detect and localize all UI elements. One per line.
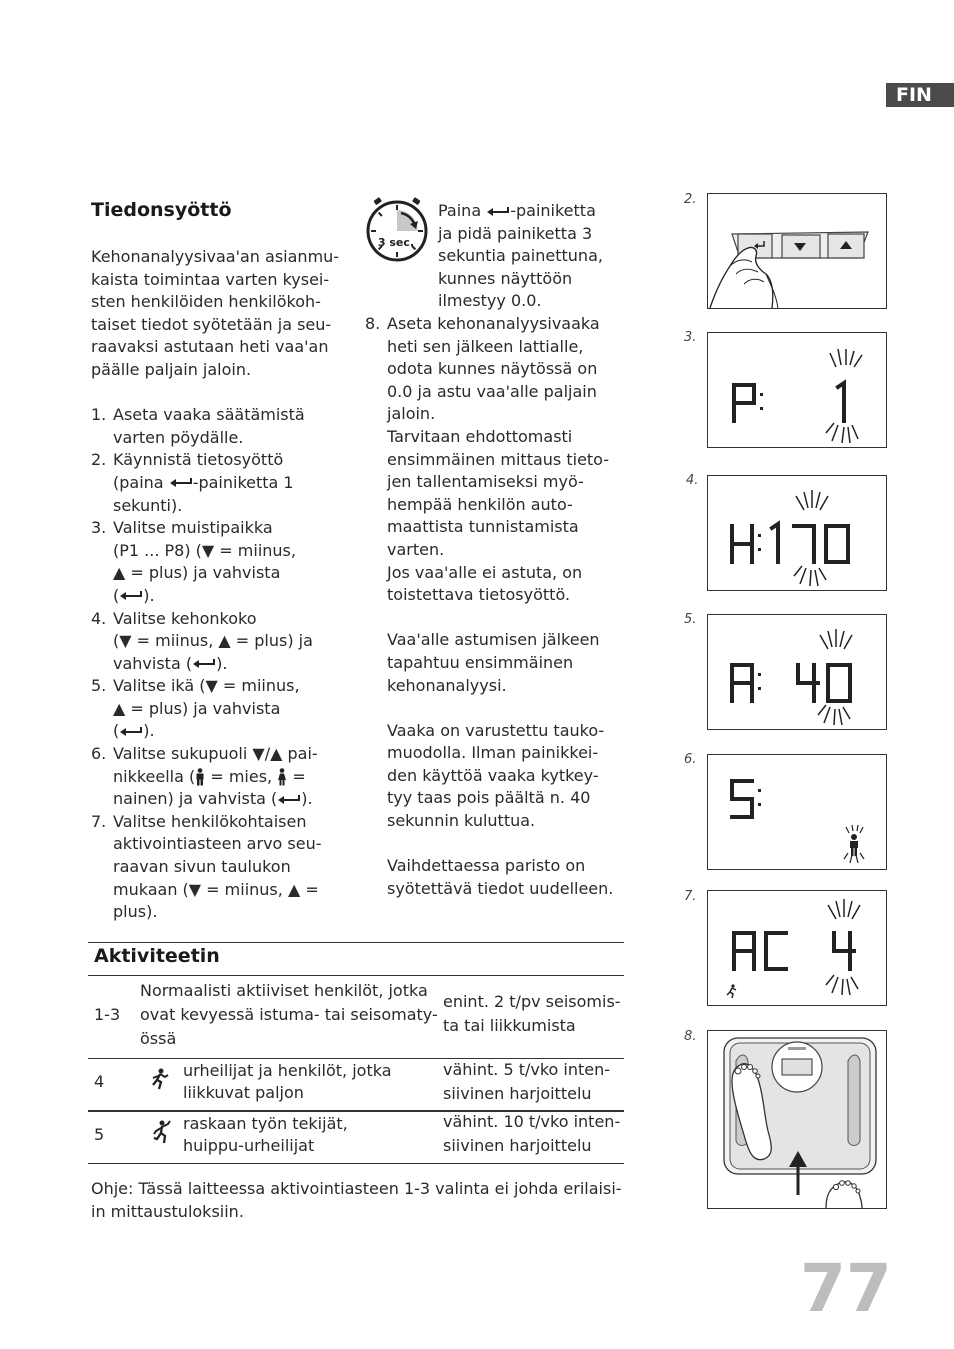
enter-key-icon xyxy=(192,658,216,670)
intro-line: Kehonanalyysivaa'an asianmu- xyxy=(91,247,340,266)
male-icon xyxy=(850,834,858,856)
timer-label: 3 sec. xyxy=(377,236,415,249)
footnote: Ohje: Tässä laitteessa aktivointiasteen 1-3 valinta ei johda erilaisi- in mittaustuloksiin. xyxy=(91,1179,622,1221)
step-8: 8. Aseta kehonanalyysivaaka heti sen jälkeen lattialle, odota kunnes näytössä on 0.0 ja astu vaa'alle paljain jaloin. Tarvitaan ehdottomasti ensimmäinen mittaus tieto- jen tallentamiseksi myö- hempää henkilön auto- maattista tunnistamista varten. Jos vaa'alle ei astuta, on toistettava tietosyöttö. Vaa'alle astumisen jälkeen tapahtuu ensimmäinen kehonanalyysi. Vaaka on varustettu tauko- muodolla. Ilman painikkei- den käyttöä vaaka kytkey- tyy taas pois päältä n. 40 sekunnin kuluttua. Vaihdettaessa paristo on syötettävä tiedot uudelleen. xyxy=(365,314,614,898)
intro-line: kaista toimintaa varten kysei- xyxy=(91,269,330,289)
male-icon xyxy=(195,768,205,786)
figure-display-p1 xyxy=(707,332,887,448)
figure-number: 2. xyxy=(684,192,697,207)
figure-number: 6. xyxy=(684,752,697,767)
intro-line: taiset tiedot syötetään ja seu- xyxy=(91,314,332,334)
figure-scale-step xyxy=(707,1030,887,1209)
press-instruction: Paina -painiketta ja pidä painiketta 3 sekuntia painettuna, kunnes näyttöön ilmestyy 0.0. xyxy=(438,201,603,311)
figure-number: 7. xyxy=(684,889,697,904)
figure-display-sex xyxy=(707,754,887,870)
intro-line: sten henkilöiden henkilökoh- xyxy=(91,292,321,312)
table-top-rule xyxy=(88,942,624,943)
step-7: 7. Valitse henkilökohtaisen aktivointiasteen arvo seu- raavan sivun taulukon mukaan (▼ = miinus, ▲ = plus). xyxy=(91,811,322,922)
step-3: 3. Valitse muistipaikka (P1 ... P8) (▼ = miinus, ▲ = plus) ja vahvista ( ). xyxy=(91,518,296,605)
enter-key-icon xyxy=(169,477,193,489)
step-4: 4. Valitse kehonkoko (▼ = miinus, ▲ = plus) ja vahvista ( ). xyxy=(91,608,313,673)
enter-key-icon xyxy=(486,206,510,218)
female-icon xyxy=(277,768,287,786)
figure-number: 3. xyxy=(684,330,697,345)
figure-display-height xyxy=(707,475,887,591)
timer-icon xyxy=(363,197,431,269)
figure-display-activity xyxy=(707,890,887,1006)
enter-key-icon xyxy=(119,726,143,738)
step-2: 2. Käynnistä tietosyöttö (paina -painiketta 1 sekunti). xyxy=(91,450,294,515)
athlete-icon xyxy=(152,1120,172,1144)
step-1: 1. Aseta vaaka säätämistä varten pöydälle. xyxy=(91,405,305,447)
language-tab: FIN xyxy=(886,83,954,107)
figure-number: 5. xyxy=(684,612,697,627)
enter-key-icon xyxy=(277,794,301,806)
left-column xyxy=(91,246,341,924)
step-5: 5. Valitse ikä (▼ = miinus, ▲ = plus) ja vahvista ( ). xyxy=(91,676,300,741)
steps-list xyxy=(91,404,341,924)
section-heading: Tiedonsyöttö xyxy=(91,199,232,221)
step-6: 6. Valitse sukupuoli ▼/▲ pai- nikkeella ( = mies, = nainen) ja vahvista ( ). xyxy=(91,744,318,809)
intro-line: päälle paljain jaloin. xyxy=(91,359,252,379)
figure-buttons xyxy=(707,193,887,309)
figure-number: 8. xyxy=(684,1029,697,1044)
enter-key-icon xyxy=(119,590,143,602)
page-number: 77 xyxy=(800,1250,892,1327)
table-header-rule xyxy=(88,975,624,976)
runner-icon xyxy=(727,984,736,998)
intro-line: raavaksi astutaan heti vaa'an xyxy=(91,337,329,357)
activity-title: Aktiviteetin xyxy=(94,945,220,967)
figure-display-age xyxy=(707,614,887,730)
runner-icon xyxy=(150,1068,170,1090)
figure-number: 4. xyxy=(686,473,699,488)
